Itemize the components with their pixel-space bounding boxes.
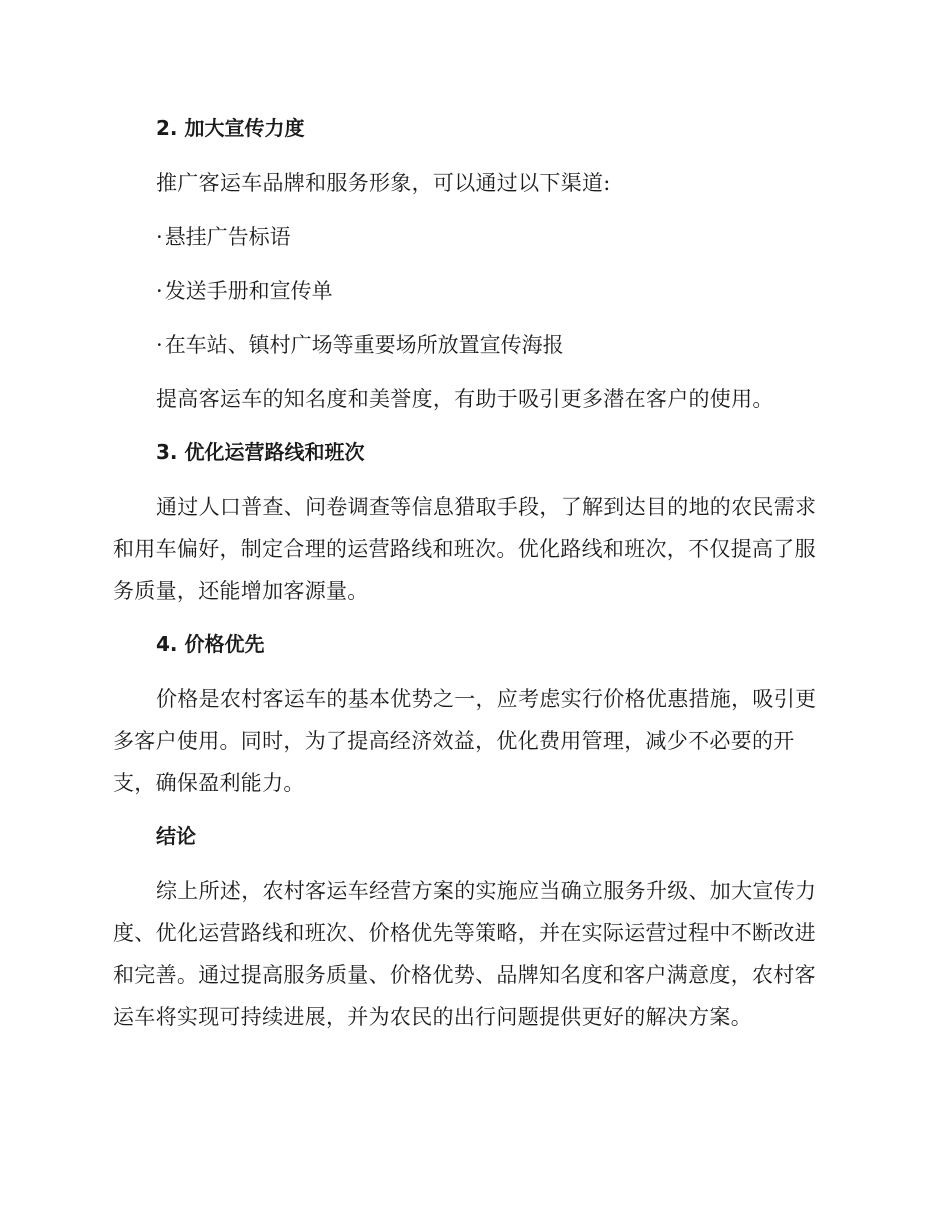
bullet-item	[113, 270, 833, 312]
bullet-text: 悬挂广告标语	[164, 225, 291, 249]
bullet-text: 发送手册和宣传单	[164, 279, 333, 303]
bullet-item	[113, 324, 833, 366]
bullet-mark: ·	[156, 225, 163, 249]
section-body-routes: 通过人口普查、问卷调查等信息猎取手段，了解到达目的地的农民需求和用车偏好，制定合理的运营路线和班次。优化路线和班次，不仅提高了服务质量，还能增加客源量。	[113, 495, 817, 603]
section-heading-conclusion: 结论	[156, 824, 196, 848]
section-intro-promotion: 推广客运车品牌和服务形象，可以通过以下渠道:	[156, 171, 611, 195]
section-heading-promotion: 2. 加大宣传力度	[156, 116, 305, 140]
section-heading-pricing: 4. 价格优先	[156, 632, 265, 656]
bullet-text: 在车站、镇村广场等重要场所放置宣传海报	[164, 333, 564, 357]
bullet-item	[113, 216, 833, 258]
section-body-pricing: 价格是农村客运车的基本优势之一，应考虑实行价格优惠措施，吸引更多客户使用。同时，为了提高经济效益，优化费用管理，减少不必要的开支，确保盈利能力。	[113, 687, 817, 795]
document-page	[113, 108, 833, 1050]
section-outro-promotion: 提高客运车的知名度和美誉度，有助于吸引更多潜在客户的使用。	[156, 387, 774, 411]
bullet-mark: ·	[156, 333, 163, 357]
bullet-mark: ·	[156, 279, 163, 303]
section-heading-routes: 3. 优化运营路线和班次	[156, 440, 365, 464]
section-body-conclusion: 综上所述，农村客运车经营方案的实施应当确立服务升级、加大宣传力度、优化运营路线和班次、价格优先等策略，并在实际运营过程中不断改进和完善。通过提高服务质量、价格优势、品牌知名度和客户满意度，农村客运车将实现可持续进展，并为农民的出行问题提供更好的解决方案。	[113, 879, 817, 1029]
